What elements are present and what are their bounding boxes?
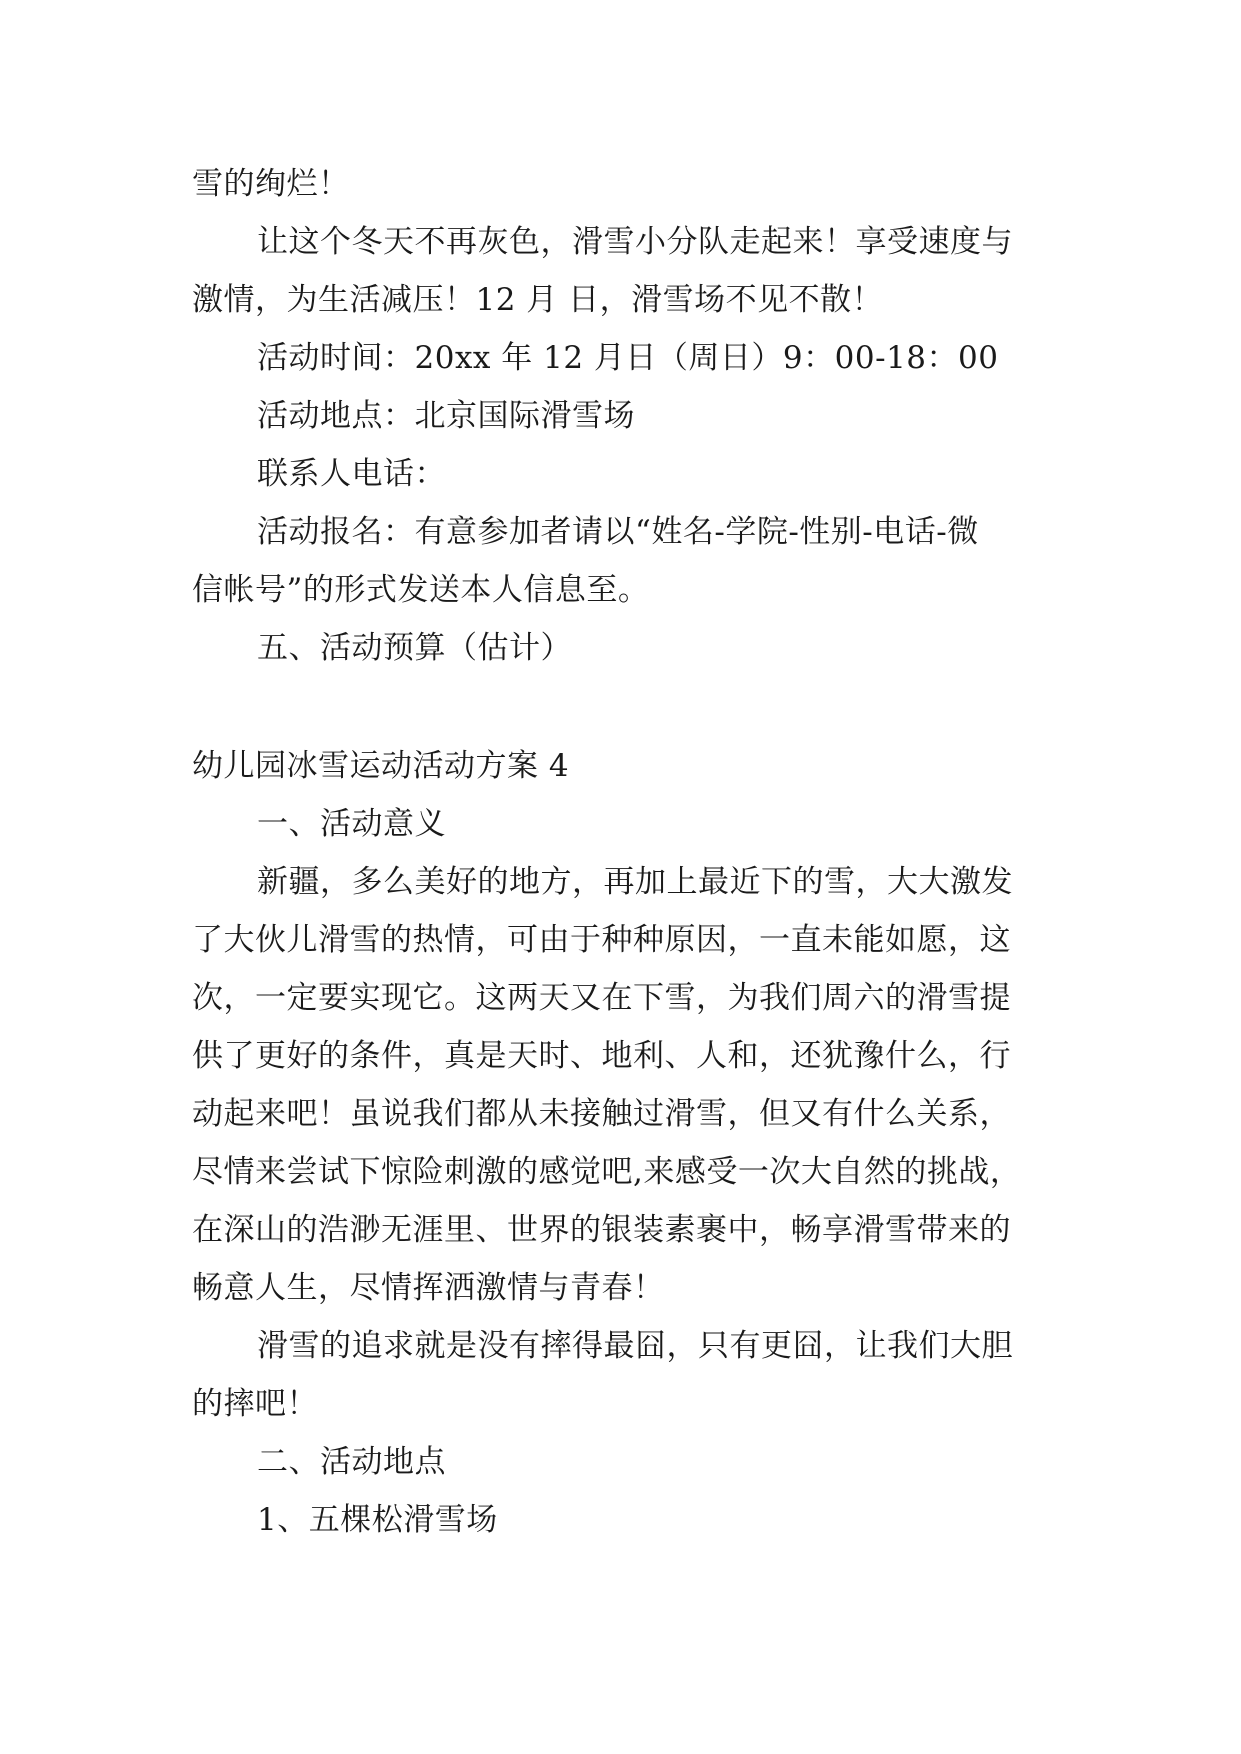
text-line: 激情，为生活减压！12 月 日，滑雪场不见不散！ bbox=[192, 282, 884, 318]
text-line: 尽情来尝试下惊险刺激的感觉吧,来感受一次大自然的挑战， bbox=[192, 1154, 1022, 1190]
activity-time: 活动时间：20xx 年 12 月日（周日）9：00-18：00 bbox=[257, 340, 999, 376]
text-line: 信帐号”的形式发送本人信息至。 bbox=[192, 572, 650, 608]
text-line: 了大伙儿滑雪的热情，可由于种种原因，一直未能如愿，这 bbox=[192, 922, 1011, 958]
section-heading: 二、活动地点 bbox=[257, 1444, 446, 1480]
text-line: 雪的绚烂！ bbox=[192, 166, 350, 202]
paragraph-line: 新疆，多么美好的地方，再加上最近下的雪，大大激发 bbox=[257, 864, 1013, 900]
section-heading: 五、活动预算（估计） bbox=[257, 630, 572, 666]
text-line: 在深山的浩渺无涯里、世界的银装素裹中，畅享滑雪带来的 bbox=[192, 1212, 1011, 1248]
list-item: 1、五棵松滑雪场 bbox=[257, 1502, 498, 1538]
document-title: 幼儿园冰雪运动活动方案 4 bbox=[192, 748, 570, 784]
text-line: 供了更好的条件，真是天时、地利、人和，还犹豫什么，行 bbox=[192, 1038, 1011, 1074]
text-line: 的摔吧！ bbox=[192, 1386, 318, 1422]
paragraph-line: 让这个冬天不再灰色，滑雪小分队走起来！享受速度与 bbox=[257, 224, 1013, 260]
section-heading: 一、活动意义 bbox=[257, 806, 446, 842]
registration-line: 活动报名：有意参加者请以“姓名-学院-性别-电话-微 bbox=[257, 514, 979, 550]
text-line: 次，一定要实现它。这两天又在下雪，为我们周六的滑雪提 bbox=[192, 980, 1011, 1016]
text-line: 动起来吧！虽说我们都从未接触过滑雪，但又有什么关系， bbox=[192, 1096, 1011, 1132]
contact-phone: 联系人电话： bbox=[257, 456, 446, 492]
text-line: 畅意人生，尽情挥洒激情与青春！ bbox=[192, 1270, 665, 1306]
activity-location: 活动地点：北京国际滑雪场 bbox=[257, 398, 635, 434]
paragraph-line: 滑雪的追求就是没有摔得最囧，只有更囧，让我们大胆 bbox=[257, 1328, 1013, 1364]
